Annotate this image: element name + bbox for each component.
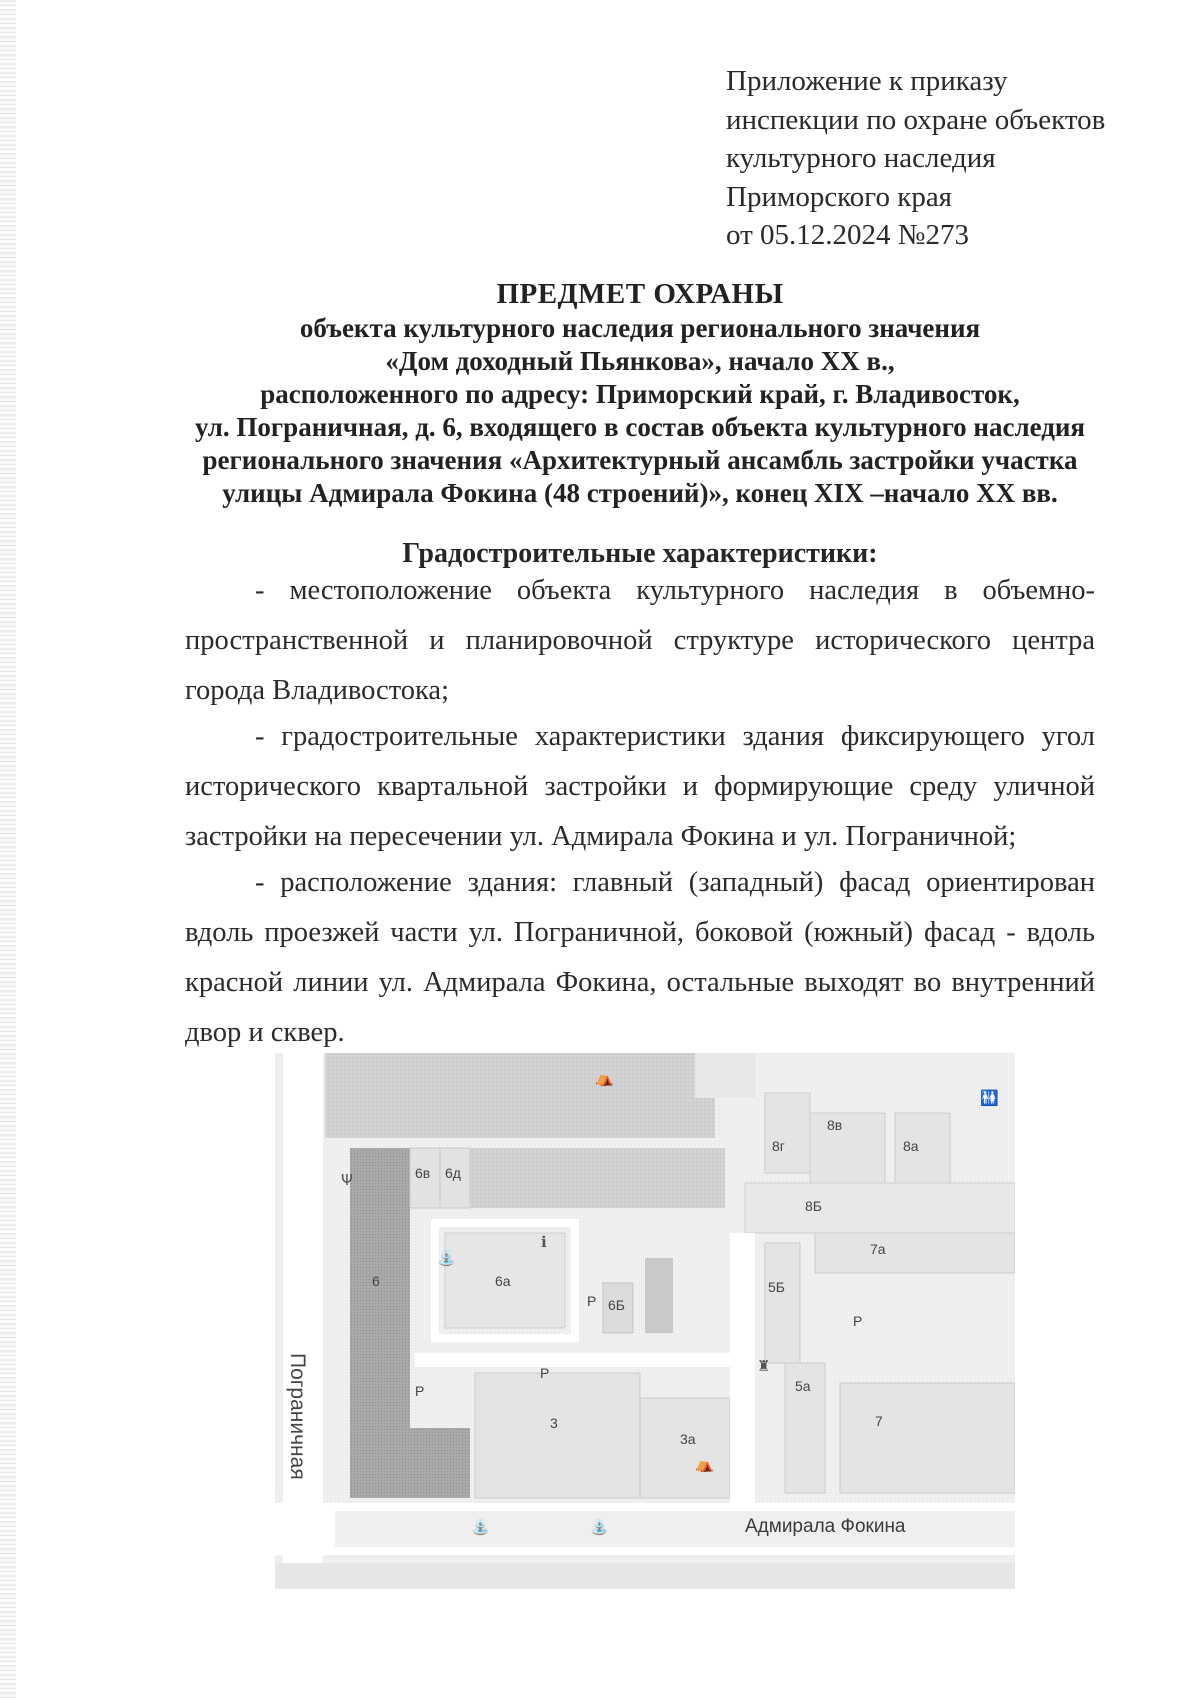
- appendix-line: культурного наследия: [726, 142, 996, 174]
- playground-icon: ⛺: [595, 1069, 614, 1087]
- inner-road-h: [415, 1353, 735, 1367]
- building-label: 8Б: [805, 1198, 822, 1214]
- building-8b: [745, 1183, 1015, 1233]
- title-line: расположенного по адресу: Приморский край, г. Владивосток,: [260, 379, 1020, 409]
- building-label: 5Б: [768, 1279, 785, 1295]
- section-heading: Градостроительные характеристики:: [402, 538, 878, 569]
- document-title: [150, 278, 1130, 510]
- building-8g: [765, 1093, 810, 1173]
- block-mid-top: [470, 1148, 725, 1208]
- street-fokina-trees: [335, 1511, 1015, 1547]
- parking-label: P: [415, 1383, 425, 1399]
- cafe-icon: Ψ: [341, 1171, 353, 1189]
- parking-label: P: [540, 1365, 550, 1381]
- paragraph: [185, 712, 1095, 862]
- building-3: [475, 1373, 640, 1498]
- paragraph: [185, 566, 1095, 716]
- building-label: 8в: [827, 1117, 843, 1133]
- title-line: ул. Пограничная, д. 6, входящего в состав объекта культурного наследия: [194, 412, 1086, 442]
- paragraph-text: - местоположение объекта культурного наследия в объемно-пространственной и планировочной структуре исторического центра города Владивостока;: [185, 575, 1095, 706]
- title-line: «Дом доходный Пьянкова», начало XX в.,: [385, 346, 895, 376]
- appendix-line: Приложение к приказу: [726, 65, 1008, 97]
- building-6-right: [695, 1053, 755, 1098]
- building-8v: [810, 1113, 885, 1183]
- appendix-line: инспекции по охране объектов: [726, 103, 1106, 136]
- building-label: 8а: [903, 1138, 919, 1154]
- building-label: 6Б: [608, 1297, 625, 1313]
- parking-label: P: [853, 1313, 863, 1329]
- building-label: 6а: [495, 1273, 511, 1289]
- paragraph: [185, 858, 1095, 1058]
- building-7: [840, 1383, 1015, 1493]
- appendix-line: от 05.12.2024 №273: [726, 219, 969, 251]
- building-6: [350, 1148, 410, 1428]
- shop-icon: ♜: [757, 1357, 771, 1375]
- site-map: [275, 1053, 1015, 1589]
- parking-label: P: [587, 1293, 597, 1309]
- title-line: регионального значения «Архитектурный ансамбль застройки участка: [202, 445, 1078, 475]
- building-label: 3а: [680, 1431, 696, 1447]
- building-3a: [640, 1398, 730, 1498]
- street-label-fokina: Адмирала Фокина: [745, 1516, 906, 1537]
- building-strip: [645, 1258, 673, 1333]
- appendix-line: Приморского края: [726, 180, 953, 213]
- toilet-icon: 🚻: [980, 1089, 999, 1107]
- building-label: 8г: [772, 1138, 785, 1154]
- building-7a: [815, 1233, 1015, 1273]
- building-6-lower: [350, 1428, 470, 1498]
- fountain-icon: ⛲: [437, 1249, 456, 1267]
- block-top: [325, 1053, 715, 1138]
- inner-road: [730, 1233, 755, 1503]
- street-label-pogranichnaya: Пограничная: [286, 1353, 309, 1480]
- building-label: 5а: [795, 1378, 811, 1394]
- title-line: объекта культурного наследия регионального значения: [299, 313, 981, 343]
- building-5b: [765, 1243, 800, 1363]
- building-label: 7а: [870, 1241, 886, 1257]
- building-label: 6: [372, 1273, 380, 1289]
- title-line: улицы Адмирала Фокина (48 строений)», конец XIX –начало XX вв.: [222, 478, 1058, 508]
- map-graphic: [275, 1053, 1015, 1589]
- main-title: ПРЕДМЕТ ОХРАНЫ: [496, 278, 784, 310]
- paragraph-text: - градостроительные характеристики здания фиксирующего угол исторического квартальной застройки и формирующие среду уличной застройки на пересечении ул. Адмирала Фокина и ул. Пограничной;: [185, 721, 1095, 852]
- building-label: 3: [550, 1415, 558, 1431]
- building-label: 6д: [445, 1165, 461, 1181]
- bottom-blocks: [275, 1563, 1015, 1589]
- playground-icon: ⛺: [695, 1455, 714, 1473]
- building-label: 6в: [415, 1165, 431, 1181]
- info-icon: ℹ: [541, 1233, 547, 1251]
- fountain-icon: ⛲: [471, 1518, 490, 1536]
- appendix-note: [726, 62, 1146, 255]
- paragraph-text: - расположение здания: главный (западный) фасад ориентирован вдоль проезжей части ул. Пограничной, боковой (южный) фасад - вдоль красной линии ул. Адмирала Фокина, остальные выходят во внутренний двор и сквер.: [185, 867, 1095, 1048]
- building-label: 7: [875, 1413, 883, 1429]
- scan-edge: [0, 0, 16, 1698]
- fountain-icon: ⛲: [590, 1518, 609, 1536]
